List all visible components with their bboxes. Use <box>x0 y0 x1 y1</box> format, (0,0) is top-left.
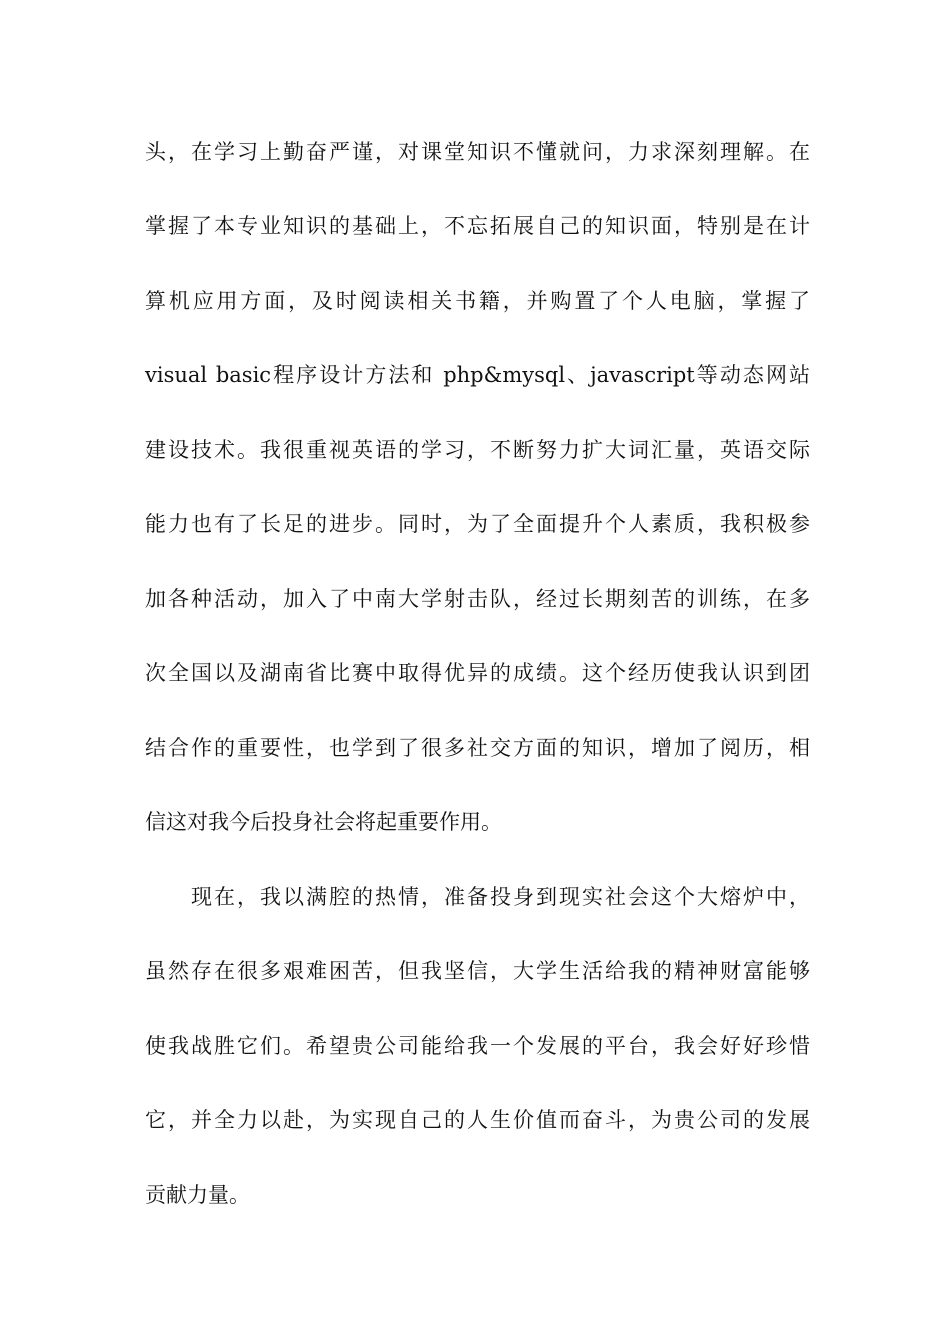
paragraph-line: 能力也有了长足的进步。同时，为了全面提升个人素质，我积极参 <box>145 512 810 536</box>
paragraph-line: 掌握了本专业知识的基础上，不忘拓展自己的知识面，特别是在计 <box>145 214 810 238</box>
paragraph-line: 它，并全力以赴，为实现自己的人生价值而奋斗，为贵公司的发展 <box>145 1108 810 1132</box>
paragraph-line: visual basic程序设计方法和 php&mysql、javascript等动态网站 <box>145 363 810 387</box>
paragraph-line: 虽然存在很多艰难困苦，但我坚信，大学生活给我的精神财富能够 <box>145 959 810 983</box>
paragraph-line: 次全国以及湖南省比赛中取得优异的成绩。这个经历使我认识到团 <box>145 661 810 685</box>
paragraph-line: 建设技术。我很重视英语的学习，不断努力扩大词汇量，英语交际 <box>145 438 810 462</box>
paragraph-line: 现在，我以满腔的热情，准备投身到现实社会这个大熔炉中， <box>191 885 810 909</box>
paragraph-line: 使我战胜它们。希望贵公司能给我一个发展的平台，我会好好珍惜 <box>145 1034 810 1058</box>
paragraph-line: 结合作的重要性，也学到了很多社交方面的知识，增加了阅历，相 <box>145 736 810 760</box>
paragraph-line: 贡献力量。 <box>145 1183 250 1207</box>
paragraph-line: 头，在学习上勤奋严谨，对课堂知识不懂就问，力求深刻理解。在 <box>145 140 810 164</box>
paragraph-line: 算机应用方面，及时阅读相关书籍，并购置了个人电脑，掌握了 <box>145 289 810 313</box>
paragraph-line: 信这对我今后投身社会将起重要作用。 <box>145 810 502 834</box>
paragraph-line: 加各种活动，加入了中南大学射击队，经过长期刻苦的训练，在多 <box>145 587 810 611</box>
